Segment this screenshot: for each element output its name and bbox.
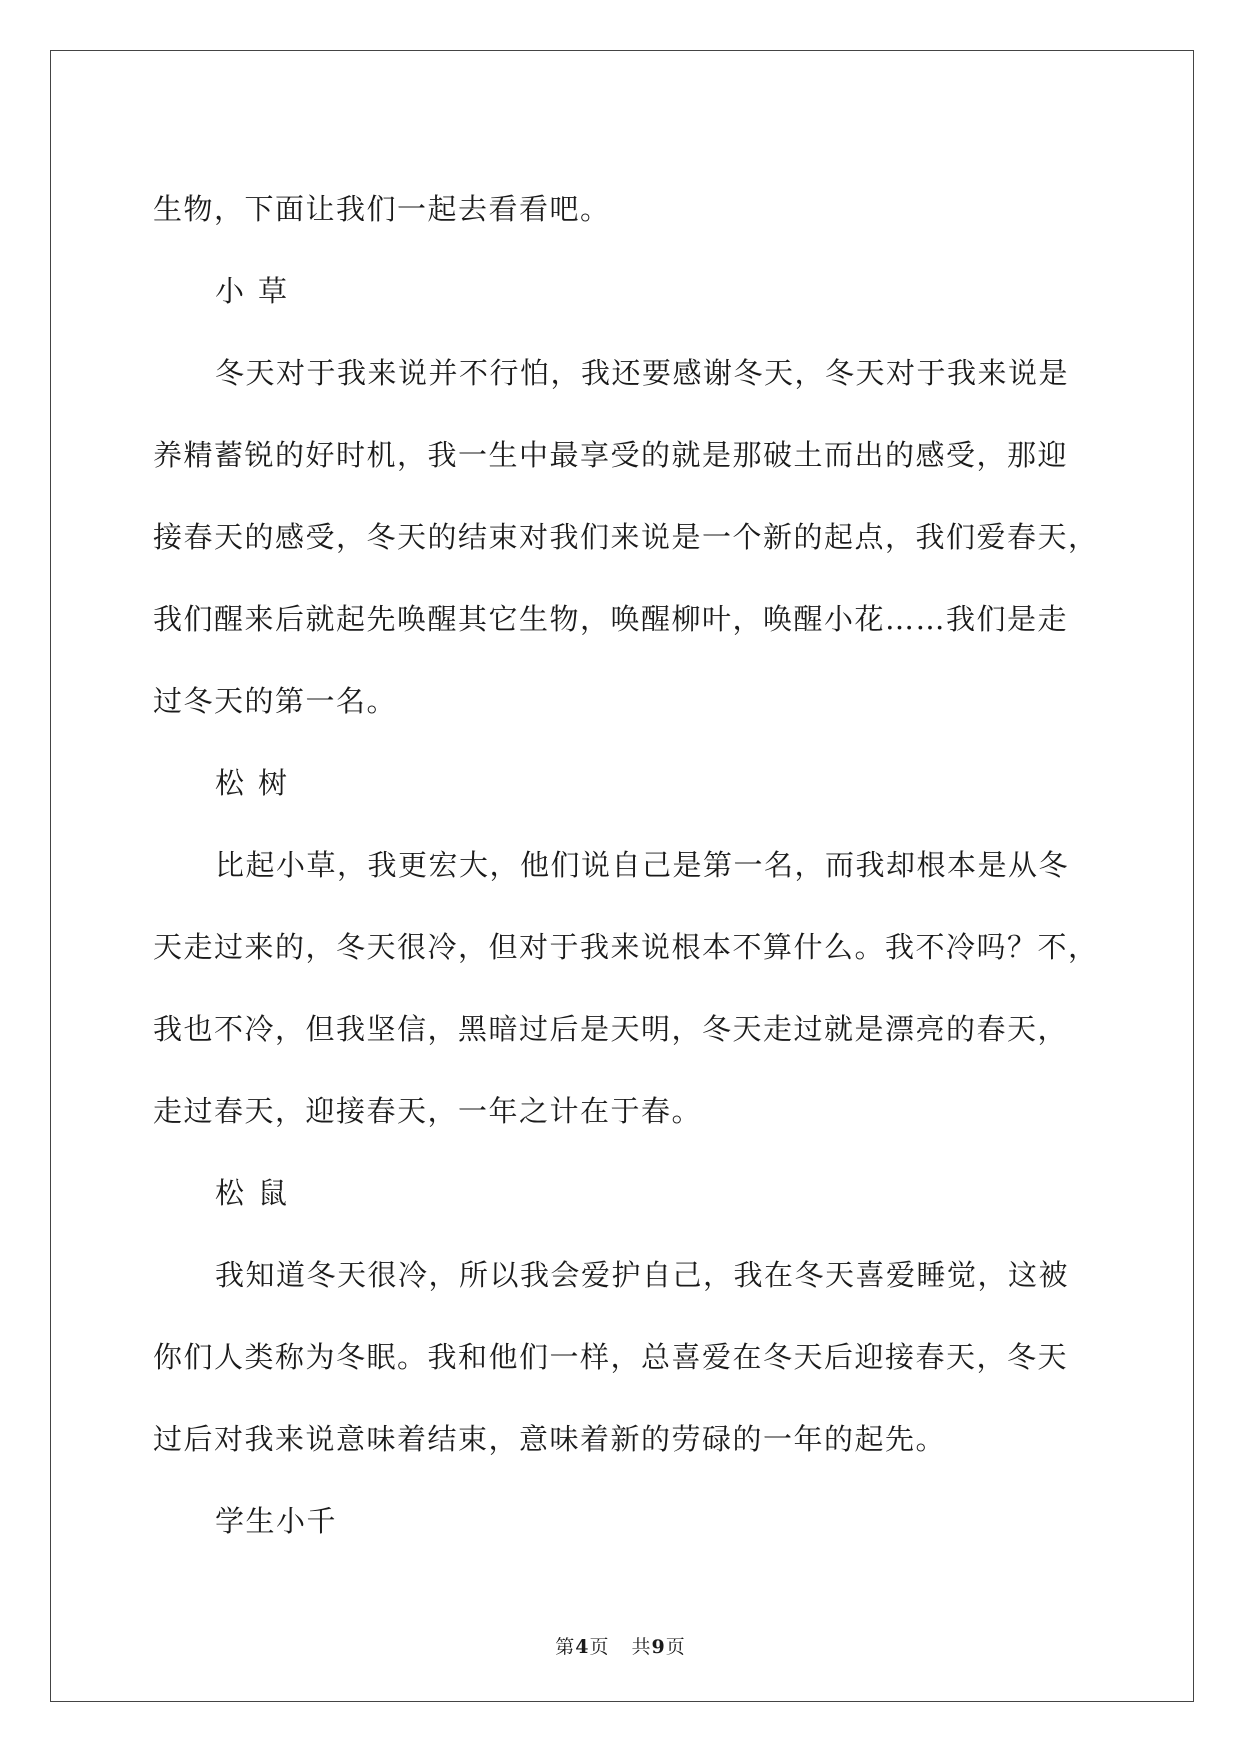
text-line: 我们醒来后就起先唤醒其它生物，唤醒柳叶，唤醒小花……我们是走 bbox=[153, 602, 1069, 636]
section-heading: 小草 bbox=[215, 274, 302, 308]
text-line: 过冬天的第一名。 bbox=[153, 684, 398, 718]
text-line: 你们人类称为冬眠。我和他们一样，总喜爱在冬天后迎接春天，冬天 bbox=[153, 1340, 1069, 1374]
page-suffix: 页 bbox=[589, 1636, 610, 1658]
text-line: 我知道冬天很冷，所以我会爱护自己，我在冬天喜爱睡觉，这被 bbox=[215, 1258, 1070, 1292]
total-page-count: 9 bbox=[651, 1636, 666, 1658]
text-line: 走过春天，迎接春天，一年之计在于春。 bbox=[153, 1094, 703, 1128]
total-suffix: 页 bbox=[665, 1636, 686, 1658]
section-heading: 松鼠 bbox=[215, 1176, 302, 1210]
text-line: 学生小千 bbox=[215, 1504, 338, 1538]
document-body bbox=[153, 168, 1113, 1562]
page-footer bbox=[0, 1632, 1241, 1659]
text-line: 养精蓄锐的好时机，我一生中最享受的就是那破土而出的感受，那迎 bbox=[153, 438, 1069, 472]
text-line: 生物，下面让我们一起去看看吧。 bbox=[153, 192, 611, 226]
section-heading: 松树 bbox=[215, 766, 302, 800]
total-prefix: 共 bbox=[631, 1636, 652, 1658]
current-page-number: 4 bbox=[575, 1636, 590, 1658]
text-line: 接春天的感受，冬天的结束对我们来说是一个新的起点，我们爱春天， bbox=[153, 520, 1099, 554]
text-line: 我也不冷，但我坚信，黑暗过后是天明，冬天走过就是漂亮的春天， bbox=[153, 1012, 1069, 1046]
text-line: 天走过来的，冬天很冷，但对于我来说根本不算什么。我不冷吗？不， bbox=[153, 930, 1099, 964]
text-line: 冬天对于我来说并不行怕，我还要感谢冬天，冬天对于我来说是 bbox=[215, 356, 1070, 390]
page-prefix: 第 bbox=[555, 1636, 576, 1658]
text-line: 过后对我来说意味着结束，意味着新的劳碌的一年的起先。 bbox=[153, 1422, 947, 1456]
text-line: 比起小草，我更宏大，他们说自己是第一名，而我却根本是从冬 bbox=[215, 848, 1070, 882]
